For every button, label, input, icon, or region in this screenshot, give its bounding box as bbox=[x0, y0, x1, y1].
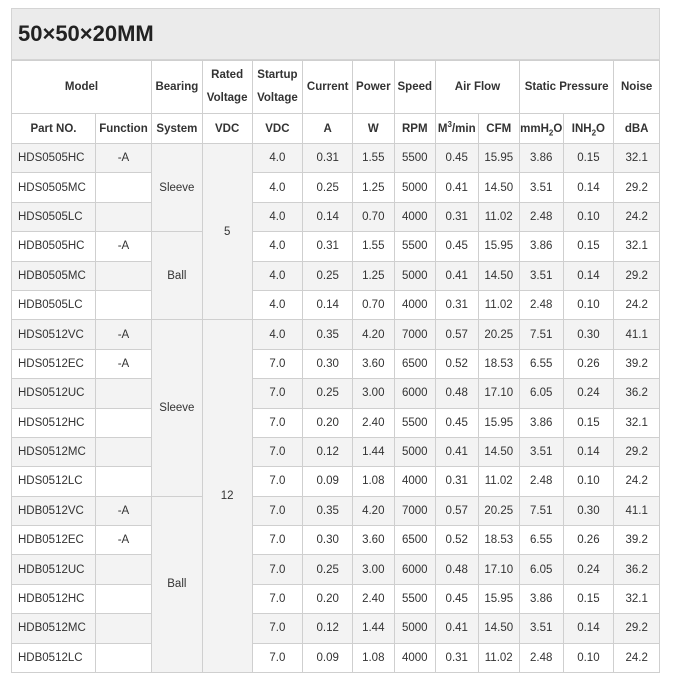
inh2o-a: INH bbox=[571, 122, 592, 135]
cell-speed: 7000 bbox=[394, 320, 435, 349]
cell-mmh2o: 6.05 bbox=[519, 379, 563, 408]
cell-startup: 4.0 bbox=[252, 173, 303, 202]
table-row bbox=[12, 437, 660, 466]
cell-dba: 24.2 bbox=[614, 202, 660, 231]
cell-mmh2o: 3.51 bbox=[519, 614, 563, 643]
subheader-vdc-startup: VDC bbox=[252, 114, 303, 144]
cell-m3: 0.57 bbox=[436, 320, 479, 349]
table-row bbox=[12, 173, 660, 202]
cell-dba: 39.2 bbox=[614, 349, 660, 378]
cell-startup: 7.0 bbox=[252, 408, 303, 437]
table-row bbox=[12, 408, 660, 437]
cell-power: 1.44 bbox=[353, 614, 394, 643]
cell-part-no: HDS0512HC bbox=[12, 408, 96, 437]
cell-dba: 32.1 bbox=[614, 232, 660, 261]
table-row bbox=[12, 584, 660, 613]
cell-current: 0.20 bbox=[303, 584, 353, 613]
cell-speed: 4000 bbox=[394, 467, 435, 496]
inh2o-subscript: 2 bbox=[591, 127, 597, 137]
cell-current: 0.09 bbox=[303, 643, 353, 672]
cell-inh2o: 0.30 bbox=[563, 320, 614, 349]
cell-mmh2o: 3.51 bbox=[519, 261, 563, 290]
cell-startup: 7.0 bbox=[252, 526, 303, 555]
cell-cfm: 17.10 bbox=[478, 555, 519, 584]
cell-current: 0.31 bbox=[303, 144, 353, 173]
subheader-cfm: CFM bbox=[478, 114, 519, 144]
cell-startup: 7.0 bbox=[252, 437, 303, 466]
cell-mmh2o: 3.86 bbox=[519, 408, 563, 437]
table-row bbox=[12, 614, 660, 643]
cell-mmh2o: 3.51 bbox=[519, 437, 563, 466]
cell-dba: 36.2 bbox=[614, 379, 660, 408]
cell-power: 2.40 bbox=[353, 408, 394, 437]
title-bar bbox=[11, 8, 660, 60]
cell-part-no: HDS0512EC bbox=[12, 349, 96, 378]
cell-bearing-system: Sleeve bbox=[151, 320, 202, 496]
cell-part-no: HDB0512VC bbox=[12, 496, 96, 525]
cell-m3: 0.57 bbox=[436, 496, 479, 525]
cell-cfm: 14.50 bbox=[478, 173, 519, 202]
cell-inh2o: 0.15 bbox=[563, 232, 614, 261]
cell-speed: 5500 bbox=[394, 584, 435, 613]
cell-bearing-system: Sleeve bbox=[151, 144, 202, 232]
cell-startup: 7.0 bbox=[252, 614, 303, 643]
cell-mmh2o: 2.48 bbox=[519, 643, 563, 672]
cell-m3: 0.41 bbox=[436, 614, 479, 643]
cell-function bbox=[95, 261, 151, 290]
cell-power: 3.00 bbox=[353, 379, 394, 408]
subheader-function: Function bbox=[95, 114, 151, 144]
table-body bbox=[12, 144, 660, 673]
cell-current: 0.25 bbox=[303, 379, 353, 408]
cell-inh2o: 0.24 bbox=[563, 555, 614, 584]
cell-function: -A bbox=[95, 526, 151, 555]
cell-m3: 0.31 bbox=[436, 202, 479, 231]
cell-power: 1.25 bbox=[353, 261, 394, 290]
cell-speed: 5500 bbox=[394, 232, 435, 261]
subheader-row bbox=[12, 114, 660, 144]
cell-dba: 29.2 bbox=[614, 437, 660, 466]
cell-cfm: 15.95 bbox=[478, 408, 519, 437]
cell-cfm: 18.53 bbox=[478, 349, 519, 378]
header-bearing: Bearing bbox=[151, 61, 202, 114]
cell-part-no: HDS0505MC bbox=[12, 173, 96, 202]
cell-speed: 5000 bbox=[394, 261, 435, 290]
cell-speed: 5000 bbox=[394, 437, 435, 466]
spec-table bbox=[11, 60, 660, 673]
cell-m3: 0.45 bbox=[436, 408, 479, 437]
cell-cfm: 14.50 bbox=[478, 261, 519, 290]
mmh2o-b: O bbox=[553, 122, 563, 135]
cell-current: 0.09 bbox=[303, 467, 353, 496]
cell-m3: 0.41 bbox=[436, 261, 479, 290]
table-row bbox=[12, 379, 660, 408]
table-row bbox=[12, 202, 660, 231]
m3-base: M bbox=[437, 122, 448, 135]
cell-power: 2.40 bbox=[353, 584, 394, 613]
cell-startup: 4.0 bbox=[252, 202, 303, 231]
subheader-dba: dBA bbox=[614, 114, 660, 144]
cell-power: 3.60 bbox=[353, 526, 394, 555]
cell-startup: 4.0 bbox=[252, 232, 303, 261]
cell-startup: 7.0 bbox=[252, 349, 303, 378]
cell-part-no: HDB0505LC bbox=[12, 290, 96, 319]
cell-function bbox=[95, 555, 151, 584]
mmh2o-a: mmH bbox=[520, 122, 549, 135]
cell-power: 3.00 bbox=[353, 555, 394, 584]
cell-function: -A bbox=[95, 144, 151, 173]
cell-function bbox=[95, 643, 151, 672]
cell-function: -A bbox=[95, 496, 151, 525]
cell-startup: 7.0 bbox=[252, 379, 303, 408]
cell-power: 0.70 bbox=[353, 290, 394, 319]
cell-cfm: 11.02 bbox=[478, 290, 519, 319]
cell-power: 3.60 bbox=[353, 349, 394, 378]
cell-part-no: HDS0512LC bbox=[12, 467, 96, 496]
cell-current: 0.12 bbox=[303, 614, 353, 643]
cell-current: 0.31 bbox=[303, 232, 353, 261]
cell-mmh2o: 6.55 bbox=[519, 526, 563, 555]
cell-m3: 0.52 bbox=[436, 526, 479, 555]
cell-inh2o: 0.15 bbox=[563, 408, 614, 437]
cell-power: 1.08 bbox=[353, 643, 394, 672]
header-noise: Noise bbox=[614, 61, 660, 114]
subheader-rpm: RPM bbox=[394, 114, 435, 144]
cell-function bbox=[95, 614, 151, 643]
cell-mmh2o: 7.51 bbox=[519, 320, 563, 349]
cell-m3: 0.45 bbox=[436, 144, 479, 173]
cell-inh2o: 0.10 bbox=[563, 643, 614, 672]
cell-bearing-system: Ball bbox=[151, 232, 202, 320]
cell-power: 1.55 bbox=[353, 144, 394, 173]
header-air-flow: Air Flow bbox=[436, 61, 520, 114]
cell-current: 0.25 bbox=[303, 555, 353, 584]
subheader-part-no: Part NO. bbox=[12, 114, 96, 144]
cell-inh2o: 0.30 bbox=[563, 496, 614, 525]
cell-startup: 4.0 bbox=[252, 144, 303, 173]
cell-cfm: 11.02 bbox=[478, 643, 519, 672]
cell-power: 1.55 bbox=[353, 232, 394, 261]
table-row bbox=[12, 555, 660, 584]
cell-dba: 36.2 bbox=[614, 555, 660, 584]
cell-function: -A bbox=[95, 232, 151, 261]
cell-inh2o: 0.14 bbox=[563, 173, 614, 202]
mmh2o-subscript: 2 bbox=[548, 127, 554, 137]
cell-dba: 32.1 bbox=[614, 144, 660, 173]
cell-current: 0.30 bbox=[303, 526, 353, 555]
cell-speed: 7000 bbox=[394, 496, 435, 525]
cell-mmh2o: 6.55 bbox=[519, 349, 563, 378]
cell-function bbox=[95, 290, 151, 319]
table-row bbox=[12, 467, 660, 496]
cell-speed: 5500 bbox=[394, 144, 435, 173]
cell-function bbox=[95, 584, 151, 613]
cell-startup: 7.0 bbox=[252, 555, 303, 584]
table-row bbox=[12, 290, 660, 319]
cell-cfm: 15.95 bbox=[478, 232, 519, 261]
cell-cfm: 14.50 bbox=[478, 614, 519, 643]
cell-m3: 0.41 bbox=[436, 437, 479, 466]
cell-current: 0.30 bbox=[303, 349, 353, 378]
cell-dba: 32.1 bbox=[614, 584, 660, 613]
cell-mmh2o: 3.86 bbox=[519, 144, 563, 173]
cell-part-no: HDB0512EC bbox=[12, 526, 96, 555]
cell-inh2o: 0.14 bbox=[563, 437, 614, 466]
cell-current: 0.35 bbox=[303, 496, 353, 525]
cell-m3: 0.45 bbox=[436, 584, 479, 613]
cell-part-no: HDB0512MC bbox=[12, 614, 96, 643]
cell-speed: 4000 bbox=[394, 290, 435, 319]
cell-part-no: HDB0512UC bbox=[12, 555, 96, 584]
cell-cfm: 18.53 bbox=[478, 526, 519, 555]
cell-function bbox=[95, 408, 151, 437]
cell-rated-voltage: 5 bbox=[202, 144, 252, 320]
cell-dba: 29.2 bbox=[614, 614, 660, 643]
cell-function: -A bbox=[95, 349, 151, 378]
cell-dba: 29.2 bbox=[614, 173, 660, 202]
cell-part-no: HDS0512VC bbox=[12, 320, 96, 349]
cell-startup: 7.0 bbox=[252, 496, 303, 525]
cell-inh2o: 0.15 bbox=[563, 144, 614, 173]
cell-speed: 5000 bbox=[394, 614, 435, 643]
cell-mmh2o: 2.48 bbox=[519, 290, 563, 319]
cell-current: 0.12 bbox=[303, 437, 353, 466]
cell-function bbox=[95, 173, 151, 202]
subheader-mmh2o bbox=[519, 114, 563, 144]
cell-cfm: 11.02 bbox=[478, 202, 519, 231]
cell-cfm: 15.95 bbox=[478, 584, 519, 613]
cell-part-no: HDB0505HC bbox=[12, 232, 96, 261]
cell-dba: 24.2 bbox=[614, 290, 660, 319]
cell-dba: 39.2 bbox=[614, 526, 660, 555]
cell-speed: 6500 bbox=[394, 349, 435, 378]
subheader-m3-per-min bbox=[436, 114, 479, 144]
cell-dba: 24.2 bbox=[614, 467, 660, 496]
cell-startup: 7.0 bbox=[252, 643, 303, 672]
subheader-watts: W bbox=[353, 114, 394, 144]
subheader-inh2o bbox=[563, 114, 614, 144]
cell-dba: 32.1 bbox=[614, 408, 660, 437]
cell-m3: 0.41 bbox=[436, 173, 479, 202]
cell-current: 0.25 bbox=[303, 261, 353, 290]
cell-cfm: 20.25 bbox=[478, 496, 519, 525]
cell-current: 0.35 bbox=[303, 320, 353, 349]
cell-current: 0.20 bbox=[303, 408, 353, 437]
cell-speed: 6000 bbox=[394, 555, 435, 584]
cell-mmh2o: 7.51 bbox=[519, 496, 563, 525]
cell-rated-voltage: 12 bbox=[202, 320, 252, 673]
spec-table-container bbox=[11, 8, 660, 673]
table-row bbox=[12, 643, 660, 672]
cell-startup: 7.0 bbox=[252, 584, 303, 613]
cell-power: 4.20 bbox=[353, 320, 394, 349]
cell-m3: 0.48 bbox=[436, 555, 479, 584]
cell-inh2o: 0.14 bbox=[563, 614, 614, 643]
cell-power: 1.08 bbox=[353, 467, 394, 496]
cell-part-no: HDS0505LC bbox=[12, 202, 96, 231]
cell-m3: 0.45 bbox=[436, 232, 479, 261]
cell-inh2o: 0.10 bbox=[563, 290, 614, 319]
table-row bbox=[12, 144, 660, 173]
cell-mmh2o: 2.48 bbox=[519, 202, 563, 231]
cell-mmh2o: 2.48 bbox=[519, 467, 563, 496]
table-row bbox=[12, 526, 660, 555]
cell-inh2o: 0.10 bbox=[563, 202, 614, 231]
cell-startup: 4.0 bbox=[252, 320, 303, 349]
m3-superscript: 3 bbox=[447, 119, 452, 129]
cell-dba: 41.1 bbox=[614, 496, 660, 525]
cell-m3: 0.31 bbox=[436, 467, 479, 496]
page-title: 50×50×20MM bbox=[18, 21, 154, 46]
cell-inh2o: 0.26 bbox=[563, 526, 614, 555]
cell-inh2o: 0.10 bbox=[563, 467, 614, 496]
cell-speed: 4000 bbox=[394, 202, 435, 231]
header-current: Current bbox=[303, 61, 353, 114]
cell-function: -A bbox=[95, 320, 151, 349]
cell-speed: 5000 bbox=[394, 173, 435, 202]
cell-part-no: HDB0512LC bbox=[12, 643, 96, 672]
cell-cfm: 20.25 bbox=[478, 320, 519, 349]
cell-current: 0.25 bbox=[303, 173, 353, 202]
cell-inh2o: 0.14 bbox=[563, 261, 614, 290]
header-startup-voltage: Startup Voltage bbox=[252, 61, 303, 114]
cell-startup: 4.0 bbox=[252, 261, 303, 290]
cell-part-no: HDS0505HC bbox=[12, 144, 96, 173]
header-static-pressure: Static Pressure bbox=[519, 61, 613, 114]
cell-function bbox=[95, 437, 151, 466]
header-speed: Speed bbox=[394, 61, 435, 114]
cell-cfm: 11.02 bbox=[478, 467, 519, 496]
cell-m3: 0.48 bbox=[436, 379, 479, 408]
cell-startup: 7.0 bbox=[252, 467, 303, 496]
table-row bbox=[12, 261, 660, 290]
cell-mmh2o: 3.86 bbox=[519, 232, 563, 261]
cell-dba: 29.2 bbox=[614, 261, 660, 290]
header-rated-voltage: Rated Voltage bbox=[202, 61, 252, 114]
cell-speed: 6500 bbox=[394, 526, 435, 555]
cell-power: 4.20 bbox=[353, 496, 394, 525]
cell-cfm: 14.50 bbox=[478, 437, 519, 466]
table-row bbox=[12, 349, 660, 378]
cell-dba: 24.2 bbox=[614, 643, 660, 672]
header-model: Model bbox=[12, 61, 152, 114]
cell-speed: 4000 bbox=[394, 643, 435, 672]
cell-inh2o: 0.26 bbox=[563, 349, 614, 378]
m3-tail: /min bbox=[451, 122, 476, 135]
subheader-amps: A bbox=[303, 114, 353, 144]
cell-speed: 5500 bbox=[394, 408, 435, 437]
cell-function bbox=[95, 467, 151, 496]
subheader-vdc-rated: VDC bbox=[202, 114, 252, 144]
table-row bbox=[12, 232, 660, 261]
cell-inh2o: 0.24 bbox=[563, 379, 614, 408]
cell-current: 0.14 bbox=[303, 202, 353, 231]
cell-cfm: 15.95 bbox=[478, 144, 519, 173]
cell-cfm: 17.10 bbox=[478, 379, 519, 408]
cell-part-no: HDS0512MC bbox=[12, 437, 96, 466]
cell-function bbox=[95, 379, 151, 408]
cell-part-no: HDB0505MC bbox=[12, 261, 96, 290]
cell-bearing-system: Ball bbox=[151, 496, 202, 672]
header-row bbox=[12, 61, 660, 114]
inh2o-b: O bbox=[596, 122, 605, 135]
cell-part-no: HDB0512HC bbox=[12, 584, 96, 613]
cell-m3: 0.31 bbox=[436, 290, 479, 319]
subheader-system: System bbox=[151, 114, 202, 144]
cell-dba: 41.1 bbox=[614, 320, 660, 349]
cell-startup: 4.0 bbox=[252, 290, 303, 319]
cell-function bbox=[95, 202, 151, 231]
cell-power: 1.44 bbox=[353, 437, 394, 466]
cell-part-no: HDS0512UC bbox=[12, 379, 96, 408]
cell-speed: 6000 bbox=[394, 379, 435, 408]
cell-current: 0.14 bbox=[303, 290, 353, 319]
cell-m3: 0.31 bbox=[436, 643, 479, 672]
cell-mmh2o: 6.05 bbox=[519, 555, 563, 584]
cell-inh2o: 0.15 bbox=[563, 584, 614, 613]
table-row bbox=[12, 320, 660, 349]
cell-mmh2o: 3.86 bbox=[519, 584, 563, 613]
table-row bbox=[12, 496, 660, 525]
cell-power: 0.70 bbox=[353, 202, 394, 231]
header-power: Power bbox=[353, 61, 394, 114]
cell-mmh2o: 3.51 bbox=[519, 173, 563, 202]
cell-m3: 0.52 bbox=[436, 349, 479, 378]
cell-power: 1.25 bbox=[353, 173, 394, 202]
